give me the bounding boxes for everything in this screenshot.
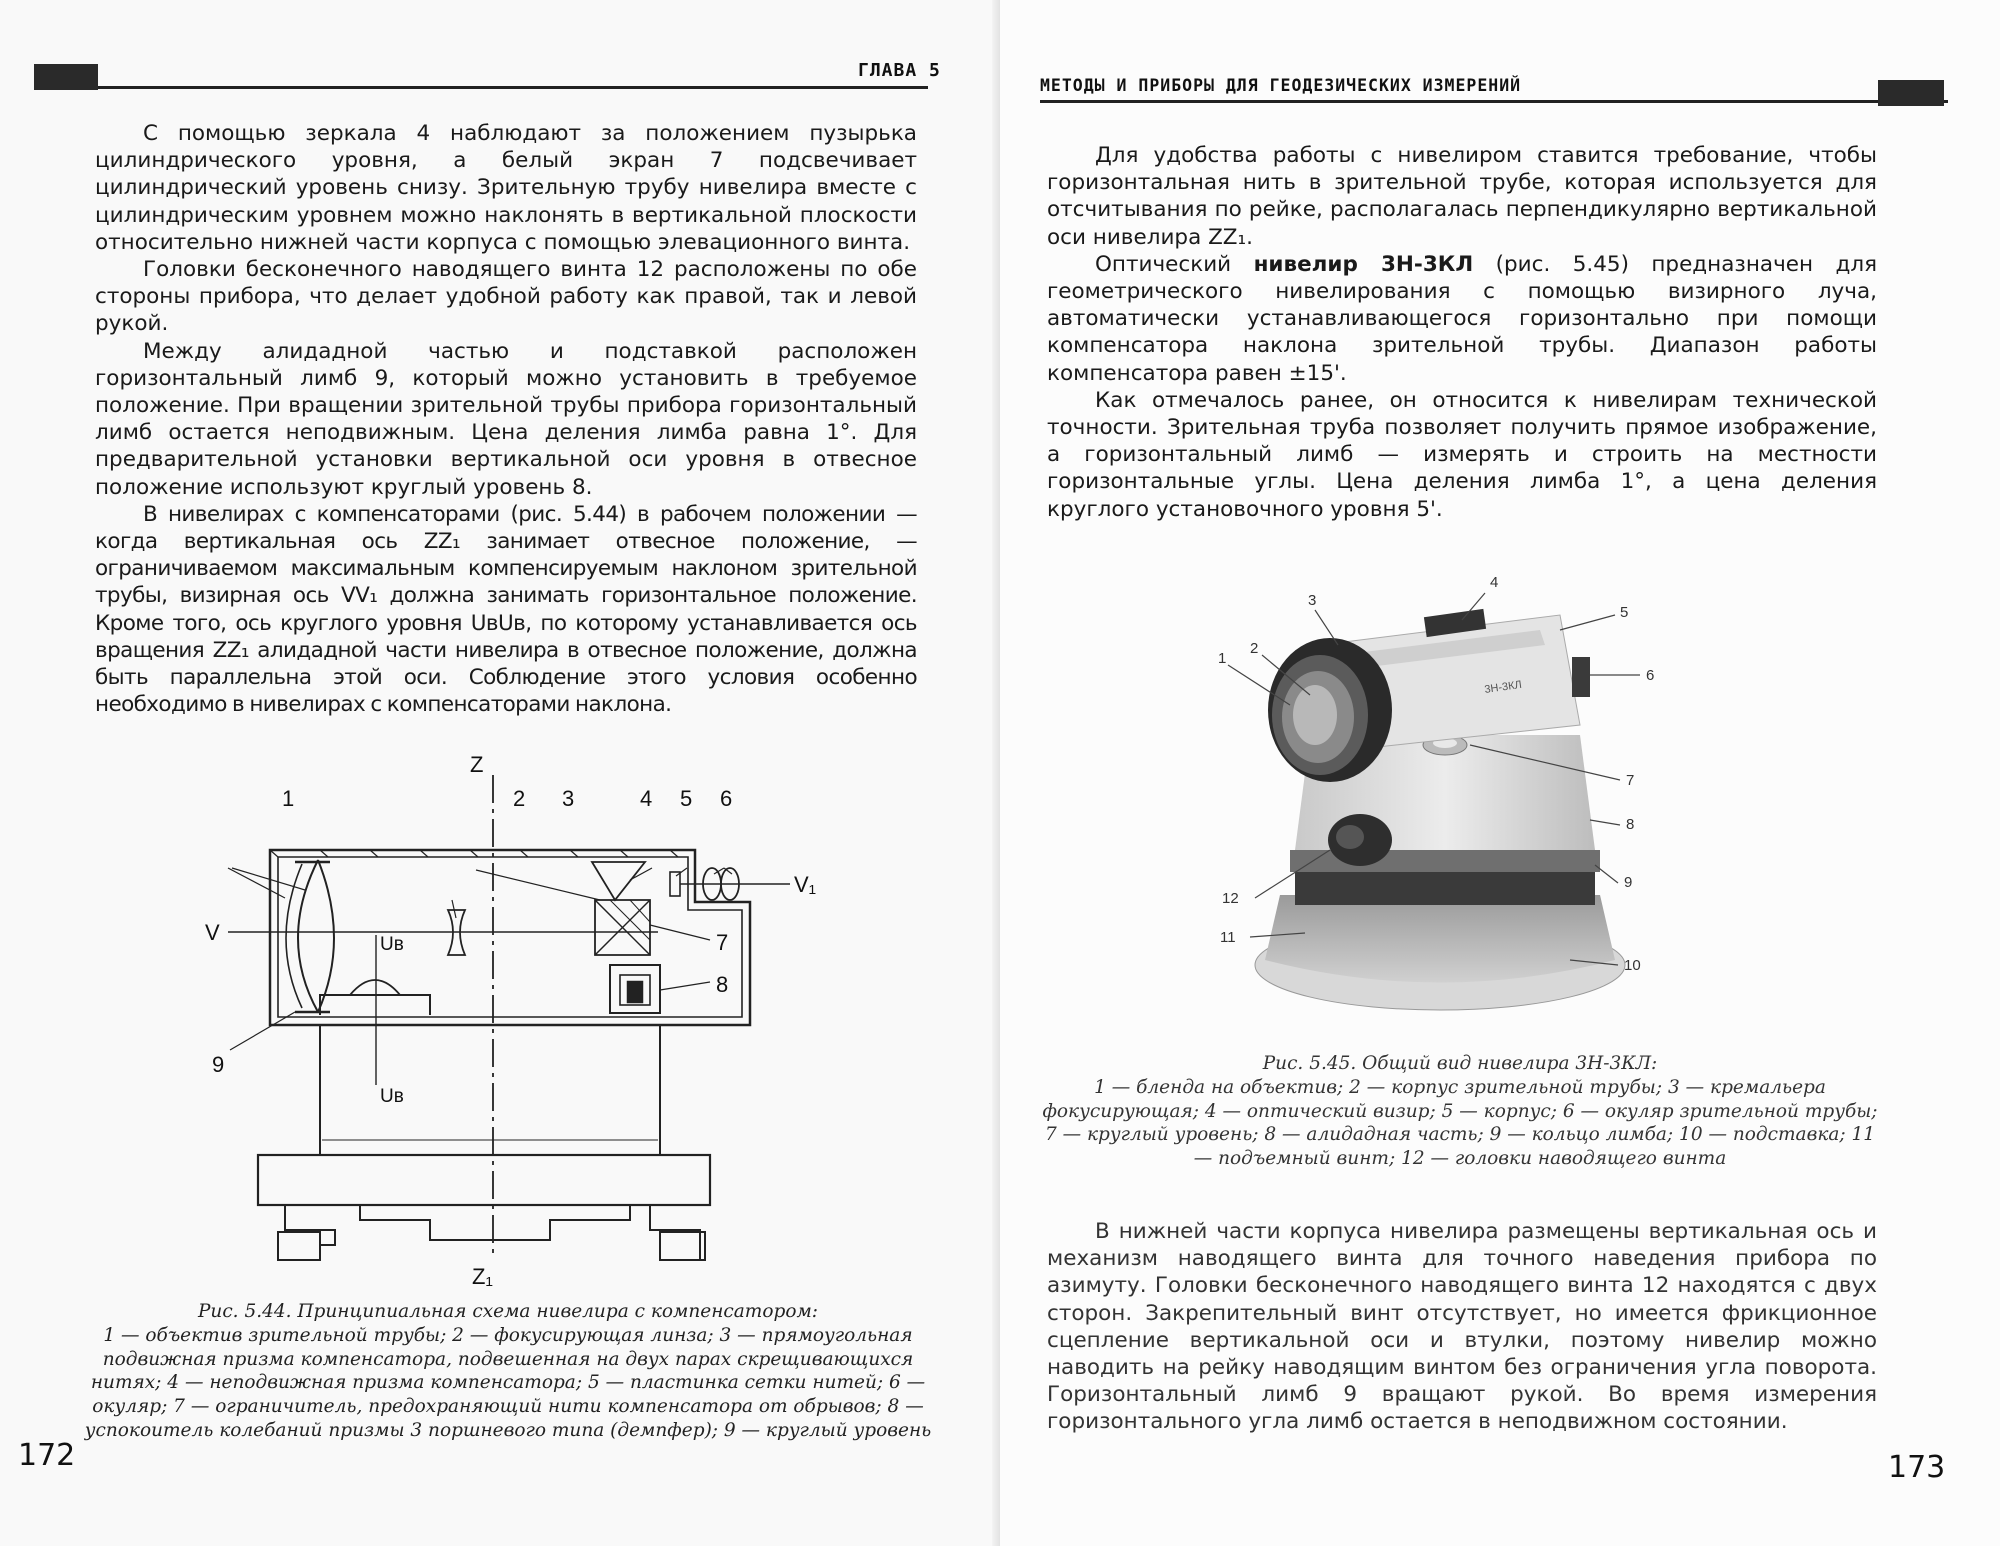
callout-3: 3 xyxy=(1308,592,1317,609)
callout-1: 1 xyxy=(282,786,295,811)
figure-caption-title: Рис. 5.45. Общий вид нивелира 3Н-3КЛ: xyxy=(1262,1053,1658,1074)
figure-5-45-photo xyxy=(1200,565,1720,1045)
paragraph: Как отмечалось ранее, он относится к нивелирам технической точности. Зрительная труба позволяет получить прямое изображение, а горизонтальный лимб — измерять и строить на местности горизонтальные углы. Цена деления лимба 1°, а цена деления круглого установочного уровня 5'. xyxy=(1047,387,1877,522)
figure-5-44-schematic xyxy=(200,750,820,1290)
callout-4: 4 xyxy=(640,786,653,811)
chapter-header: ГЛАВА 5 xyxy=(858,60,941,81)
callout-3: 3 xyxy=(562,786,575,811)
figure-caption-title: Рис. 5.44. Принципиальная схема нивелира с компенсатором: xyxy=(197,1301,819,1322)
callout-11: 11 xyxy=(1220,929,1236,946)
right-body-text xyxy=(1047,142,1877,523)
paragraph: Оптический нивелир 3Н-3КЛ (рис. 5.45) предназначен для геометрического нивелирования с помощью визирного луча, автоматически устанавливающегося горизонтально при помощи компенсатора наклона зрительной трубы. Диапазон работы компенсатора равен ±15'. xyxy=(1047,251,1878,386)
page-number-right: 173 xyxy=(1888,1450,1946,1485)
callout-5: 5 xyxy=(1620,604,1629,621)
header-marker-right xyxy=(1878,80,1944,106)
callout-6: 6 xyxy=(720,786,733,811)
callout-2: 2 xyxy=(1250,640,1259,657)
callout-9: 9 xyxy=(212,1052,225,1077)
axis-label-z1: Z₁ xyxy=(472,1264,493,1289)
figure-5-45-caption xyxy=(1040,1052,1880,1171)
paragraph: В нижней части корпуса нивелира размещены вертикальная ось и механизм наводящего винта для точного наведения прибора по азимуту. Головки бесконечного наводящего винта 12 находятся с двух сторон. Закрепительный винт отсутствует, но имеется фрикционное сцепление вертикальной оси и втулки, поэтому нивелир можно наводить на рейку наводящим винтом без ограничения угла поворота. Горизонтальный лимб 9 вращают рукой. Во время измерения горизонтального угла лимб остается в неподвижном состоянии. xyxy=(1047,1219,1877,1435)
callout-2: 2 xyxy=(513,786,526,811)
paragraph: С помощью зеркала 4 наблюдают за положением пузырька цилиндрического уровня, а белый экран 7 подсвечивает цилиндрический уровень снизу. Зрительную трубу нивелира вместе с цилиндрическим уровнем можно наклонять в вертикальной плоскости относительно нижней части корпуса с помощью элевационного винта. xyxy=(95,121,917,255)
left-body-text xyxy=(95,120,917,718)
callout-10: 10 xyxy=(1624,957,1641,974)
callout-4: 4 xyxy=(1490,574,1499,591)
axis-label-z: Z xyxy=(470,752,484,777)
bold-term: нивелир 3Н-3КЛ xyxy=(1253,251,1474,277)
paragraph: Головки бесконечного наводящего винта 12 расположены по обе стороны прибора, что делает удобной работу как правой, так и левой рукой. xyxy=(95,257,917,337)
instrument-plate-text: 3Н-3КЛ xyxy=(1483,678,1523,696)
header-marker-left xyxy=(34,64,98,90)
paragraph: Для удобства работы с нивелиром ставится требование, чтобы горизонтальная нить в зрительной трубе, которая используется для отсчитывания по рейке, располагалась перпендикулярно вертикальной оси нивелира ZZ₁. xyxy=(1047,143,1877,250)
right-body-text-lower xyxy=(1047,1218,1877,1436)
axis-label-v: V xyxy=(205,920,220,945)
page-number-left: 172 xyxy=(18,1438,76,1473)
header-rule-right xyxy=(1040,100,1948,103)
callout-6: 6 xyxy=(1646,667,1655,684)
axis-label-u-bottom: Uв xyxy=(380,1086,404,1107)
axis-label-v1: V₁ xyxy=(794,872,817,897)
callout-9: 9 xyxy=(1624,874,1633,891)
paragraph: В нивелирах с компенсаторами (рис. 5.44) в рабочем положении — когда вертикальная ось ZZ₁ занимает отвесное положение, — ограничиваемом максимальным компенсируемым наклоном зрительной трубы, визирная ось VV₁ должна занимать горизонтальное положение. Кроме того, ось круглого уровня UвUв, по которому устанавливается ось вращения ZZ₁ алидадной части нивелира в отвесное положение, должна быть параллельна этой оси. Соблюдение этого условия особенно необходимо в нивелирах с компенсаторами наклона. xyxy=(95,501,917,718)
axis-label-u-top: Uв xyxy=(380,934,404,955)
callout-12: 12 xyxy=(1222,890,1239,907)
callout-7: 7 xyxy=(1626,772,1635,789)
figure-caption-body: 1 — объектив зрительной трубы; 2 — фокусирующая линза; 3 — прямоугольная подвижная призма компенсатора, подвешенная на двух парах скрещивающихся нитях; 4 — неподвижная призма компенсатора; 5 — пластинка сетки нитей; 6 — окуляр; 7 — ограничитель, предохраняющий нити компенсатора от обрывов; 8 — успокоитель колебаний призмы 3 поршневого типа (демпфер); 9 — круглый уровень xyxy=(84,1324,932,1441)
callout-8: 8 xyxy=(716,972,729,997)
callout-5: 5 xyxy=(680,786,693,811)
callout-1: 1 xyxy=(1218,650,1227,667)
paragraph: Между алидадной частью и подставкой расположен горизонтальный лимб 9, который можно установить в требуемое положение. При вращении зрительной трубы прибора горизонтальный лимб остается неподвижным. Цена деления лимба равна 1°. Для предварительной установки вертикальной оси уровня в отвесное положение используют круглый уровень 8. xyxy=(95,338,917,500)
callout-7: 7 xyxy=(716,930,729,955)
right-page xyxy=(1000,0,2000,1546)
running-header: МЕТОДЫ И ПРИБОРЫ ДЛЯ ГЕОДЕЗИЧЕСКИХ ИЗМЕРЕНИЙ xyxy=(1040,76,1522,95)
callout-8: 8 xyxy=(1626,816,1635,833)
figure-caption-body: 1 — бленда на объектив; 2 — корпус зрительной трубы; 3 — кремальера фокусирующая; 4 — оптический визир; 5 — корпус; 6 — окуляр зрительной трубы; 7 — круглый уровень; 8 — алидадная часть; 9 — кольцо лимба; 10 — подставка; 11 — подъемный винт; 12 — головки наводящего винта xyxy=(1042,1076,1878,1170)
figure-5-44-caption xyxy=(78,1300,938,1443)
header-rule-left xyxy=(98,86,928,89)
